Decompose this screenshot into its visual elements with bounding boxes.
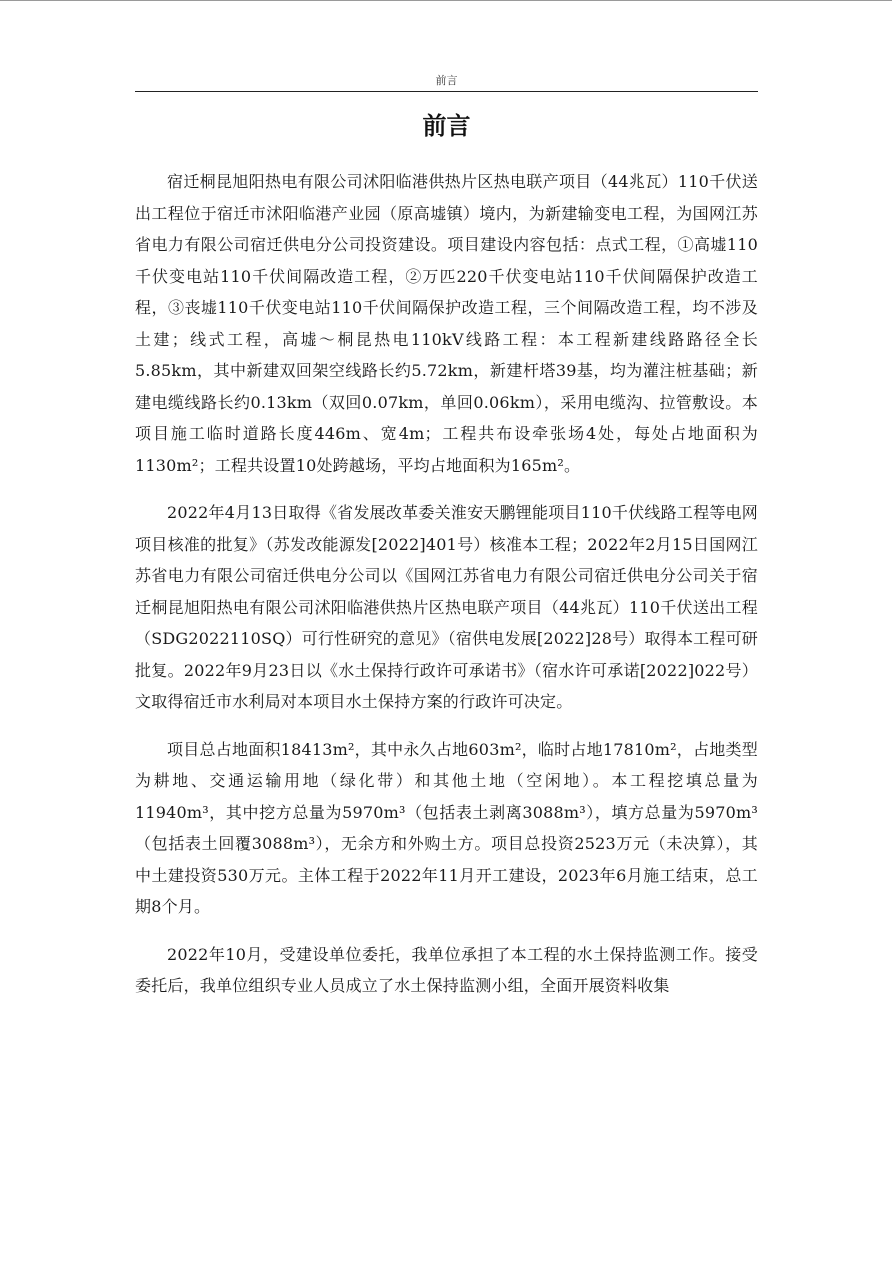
paragraph-monitoring-commission: 2022年10月，受建设单位委托，我单位承担了本工程的水土保持监测工作。接受委托后，我单位组织专业人员成立了水土保持监测小组，全面开展资料收集 — [135, 944, 758, 995]
paragraph-land-and-earthwork: 项目总占地面积18413m²，其中永久占地603m²，临时占地17810m²，占地类型为耕地、交通运输用地（绿化带）和其他土地（空闲地）。本工程挖填总量为11940m³，其中挖方总量为5970m³（包括表土剥离3088m³），填方总量为5970m³（包括表土回覆3088m³），无余方和外购土方。项目总投资2523万元（未决算），其中土建投资530万元。主体工程于2022年11月开工建设，2023年6月施工结束，总工期8个月。 — [135, 739, 758, 916]
page-top-border — [0, 0, 892, 1]
paragraph-approvals: 2022年4月13日取得《省发展改革委关淮安天鹏锂能项目110千伏线路工程等电网项目核准的批复》（苏发改能源发[2022]401号）核准本工程；2022年2月15日国网江苏省电力有限公司宿迁供电分公司以《国网江苏省电力有限公司宿迁供电分公司关于宿迁桐昆旭阳热电有限公司沭阳临港供热片区热电联产项目（44兆瓦）110千伏送出工程（SDG2022110SQ）可行性研究的意见》（宿供电发展[2022]28号）取得本工程可研批复。2022年9月23日以《水土保持行政许可承诺书》（宿水许可承诺[2022]022号）文取得宿迁市水利局对本项目水土保持方案的行政许可决定。 — [135, 503, 758, 711]
running-header: 前言 — [435, 74, 458, 87]
body-text — [135, 166, 758, 1018]
header-rule — [135, 91, 758, 92]
page-title: 前言 — [422, 111, 471, 140]
paragraph-project-overview: 宿迁桐昆旭阳热电有限公司沭阳临港供热片区热电联产项目（44兆瓦）110千伏送出工程位于宿迁市沭阳临港产业园（原高墟镇）境内，为新建输变电工程，为国网江苏省电力有限公司宿迁供电分公司投资建设。项目建设内容包括：点式工程，①高墟110千伏变电站110千伏间隔改造工程，②万匹220千伏变电站110千伏间隔保护改造工程，③丧墟110千伏变电站110千伏间隔保护改造工程，三个间隔改造工程，均不涉及土建；线式工程，高墟～桐昆热电110kV线路工程：本工程新建线路路径全长5.85km，其中新建双回架空线路长约5.72km，新建杆塔39基，均为灌注桩基础；新建电缆线路长约0.13km（双回0.07km，单回0.06km），采用电缆沟、拉管敷设。本项目施工临时道路长度446m、宽4m；工程共布设牵张场4处，每处占地面积为1130m²；工程共设置10处跨越场，平均占地面积为165m²。 — [135, 172, 758, 475]
